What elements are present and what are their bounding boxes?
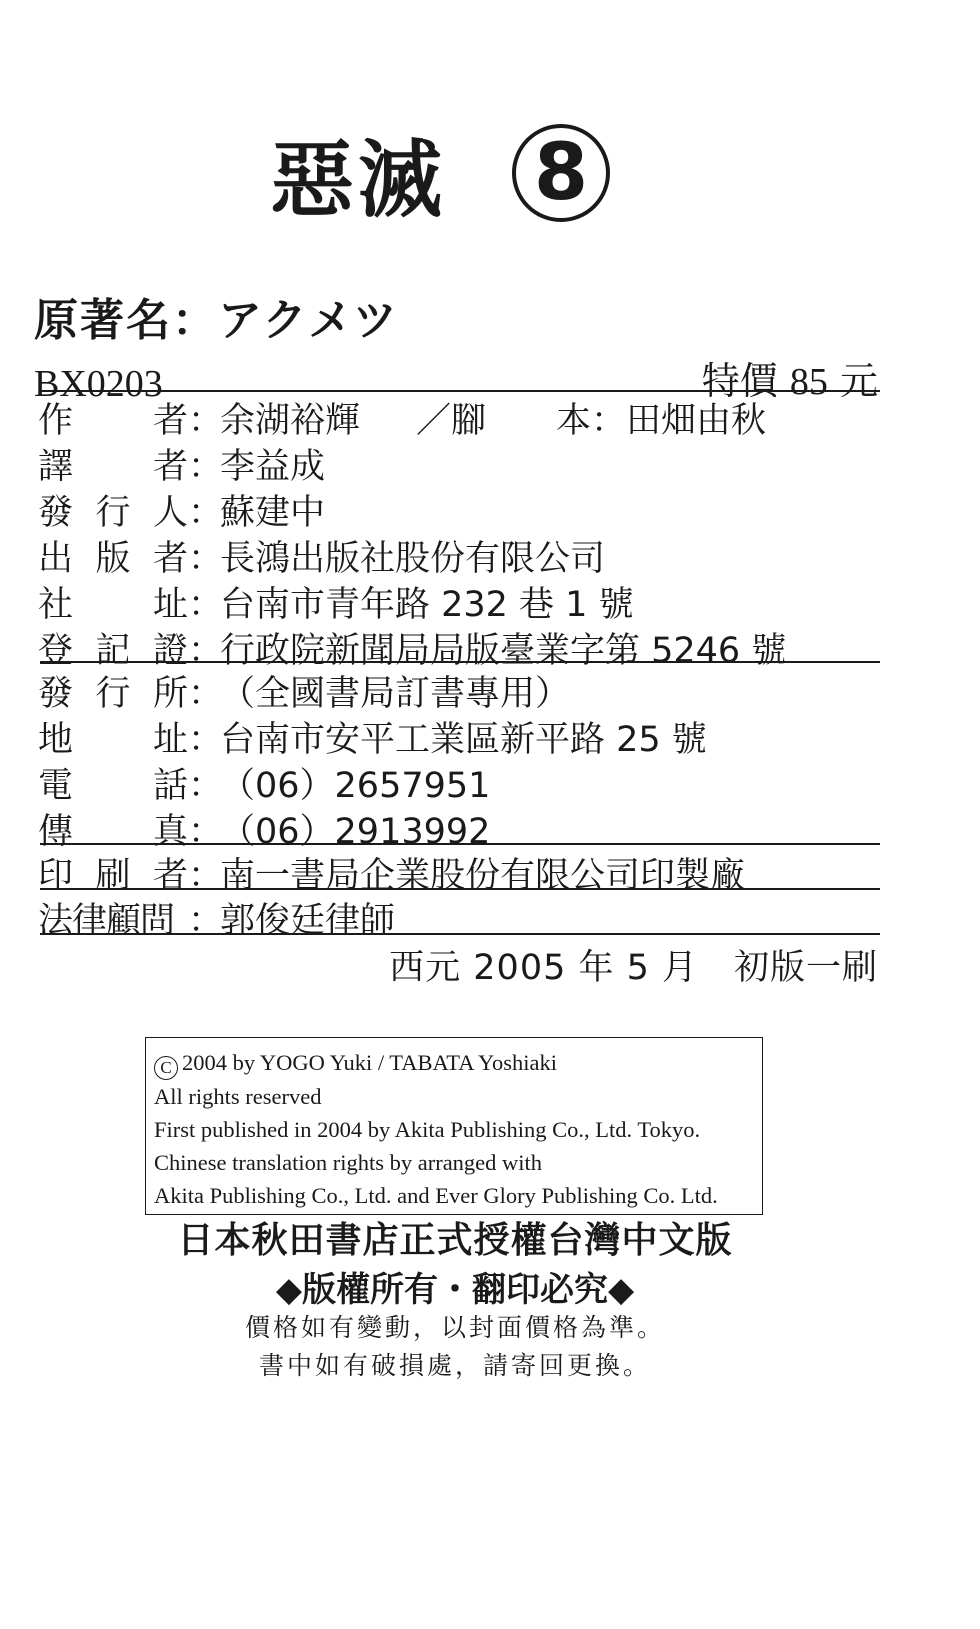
dist-address-value: 台南市安平工業區新平路 25 號 — [220, 720, 707, 760]
publisher-label: 出 版 者 — [38, 539, 188, 579]
colon: ： — [188, 766, 224, 806]
edition-date: 西元 2005 年 5 月 初版一刷 — [389, 948, 878, 988]
book-code: BX0203 — [34, 363, 163, 405]
volume-number: 8 — [512, 124, 610, 222]
authorization-statement: 日本秋田書店正式授權台灣中文版 — [177, 1220, 733, 1261]
colon: ： — [188, 539, 224, 579]
credit-row-dist-address — [38, 714, 707, 760]
colon: ： — [188, 720, 224, 760]
distributor-label: 發 行 所 — [38, 674, 188, 714]
publisher-person-value: 蘇建中 — [220, 493, 326, 533]
credit-row-translator — [38, 441, 325, 487]
registration-value: 行政院新聞局局版臺業字第 5246 號 — [220, 631, 787, 671]
legal-label: 法律顧問 — [38, 901, 175, 941]
fax-value: （06）2913992 — [220, 812, 491, 852]
divider — [40, 888, 880, 890]
fax-label: 傳 真 — [38, 812, 188, 852]
translator-value: 李益成 — [220, 447, 326, 487]
printer-label: 印 刷 者 — [38, 856, 188, 896]
publisher-value: 長鴻出版社股份有限公司 — [220, 539, 606, 579]
book-title: 惡滅 — [270, 130, 447, 229]
script-label: ／腳 本： — [416, 401, 627, 441]
copyright-symbol-icon: C — [154, 1056, 178, 1080]
credit-row-phone — [38, 760, 490, 806]
price-note: 價格如有變動，以封面價格為準。 — [244, 1313, 665, 1342]
colon: ： — [188, 447, 224, 487]
phone-value: （06）2657951 — [220, 766, 491, 806]
dist-address-label: 地 址 — [38, 720, 188, 760]
divider — [40, 843, 880, 845]
price-amount: 85 — [789, 361, 828, 403]
copyright-line-1: C 2004 by YOGO Yuki / TABATA Yoshiaki — [154, 1046, 754, 1080]
author-value: 余湖裕輝 — [220, 401, 361, 441]
credit-row-author — [38, 395, 766, 441]
colon: ： — [188, 631, 224, 671]
address-label: 社 址 — [38, 585, 188, 625]
colon: ： — [188, 812, 224, 852]
credit-row-fax — [38, 806, 490, 852]
damage-note: 書中如有破損處，請寄回更換。 — [258, 1351, 651, 1380]
credit-row-publisher — [38, 533, 605, 579]
credit-row-distributor — [38, 668, 570, 714]
divider — [40, 933, 880, 935]
printer-value: 南一書局企業股份有限公司印製廠 — [220, 856, 746, 896]
divider — [40, 661, 880, 663]
colon: ： — [188, 901, 224, 941]
legal-value: 郭俊廷律師 — [220, 901, 396, 941]
distributor-value: （全國書局訂書專用） — [220, 674, 571, 714]
address-value: 台南市青年路 232 巷 1 號 — [220, 585, 634, 625]
price-prefix: 特價 — [701, 359, 778, 403]
colon: ： — [188, 493, 224, 533]
script-value: 田畑由秋 — [626, 401, 767, 441]
phone-label: 電 話 — [38, 766, 188, 806]
translator-label: 譯 者 — [38, 447, 188, 487]
credit-row-registration — [38, 625, 786, 671]
colon: ： — [188, 401, 224, 441]
divider — [40, 390, 880, 392]
publisher-person-label: 發 行 人 — [38, 493, 188, 533]
copyright-box — [145, 1037, 763, 1215]
author-label: 作 者 — [38, 401, 188, 441]
original-title: 原著名：アクメツ — [34, 295, 399, 346]
copyright-line-4: Chinese translation rights by arranged with — [154, 1150, 543, 1175]
colon: ： — [188, 585, 224, 625]
price-unit: 元 — [839, 359, 878, 403]
rights-reserved: ◆版權所有・翻印必究◆ — [275, 1270, 635, 1310]
registration-label: 登 記 證 — [38, 631, 188, 671]
copyright-line-3: First published in 2004 by Akita Publishing Co., Ltd. Tokyo. — [154, 1117, 701, 1142]
credit-row-publisher-person — [38, 487, 325, 533]
title-block — [270, 118, 610, 228]
colon: ： — [188, 856, 224, 896]
copyright-line-5: Akita Publishing Co., Ltd. and Ever Glory Publishing Co. Ltd. — [154, 1183, 718, 1208]
credit-row-address — [38, 579, 634, 625]
colon: ： — [188, 674, 224, 714]
copyright-line-2: All rights reserved — [154, 1084, 322, 1109]
